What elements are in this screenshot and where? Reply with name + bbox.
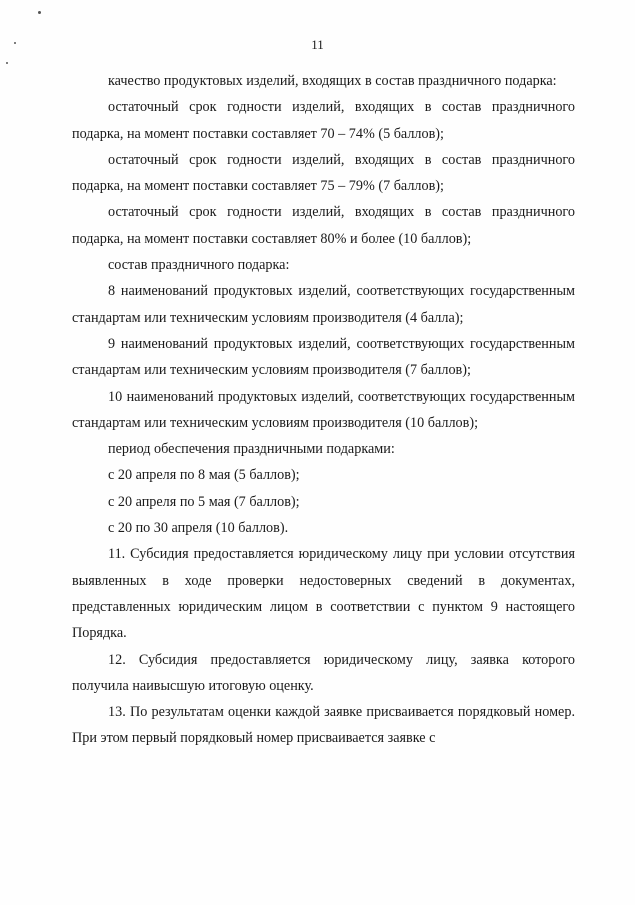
paragraph: 12. Субсидия предоставляется юридическому лицу, заявка которого получила наивысшую итоговую оценку. bbox=[72, 651, 575, 694]
document-body bbox=[72, 68, 575, 752]
paragraph: 11. Субсидия предоставляется юридическому лицу при условии отсутствия выявленных в ходе проверки недостоверных сведений в документах, представленных юридическим лицом в соответствии с пунктом 9 настоящего Порядка. bbox=[72, 546, 575, 642]
paragraph: 13. По результатам оценки каждой заявке присваивается порядковый номер. При этом первый порядковый номер присваивается заявке с bbox=[72, 704, 575, 747]
paragraph: период обеспечения праздничными подарками: bbox=[108, 441, 395, 458]
paragraph: 10 наименований продуктовых изделий, соответствующих государственным стандартам или техническим условиям производителя (10 баллов); bbox=[72, 388, 575, 431]
page-number: 11 bbox=[311, 37, 324, 52]
paragraph: остаточный срок годности изделий, входящих в состав праздничного подарка, на момент поставки составляет 75 – 79% (7 баллов); bbox=[72, 151, 575, 195]
scan-speck bbox=[38, 11, 41, 14]
paragraph: качество продуктовых изделий, входящих в состав праздничного подарка: bbox=[108, 73, 557, 89]
paragraph: с 20 апреля по 8 мая (5 баллов); bbox=[108, 467, 300, 484]
paragraph: 8 наименований продуктовых изделий, соответствующих государственным стандартам или техническим условиям производителя (4 балла); bbox=[72, 283, 575, 326]
paragraph: с 20 по 30 апреля (10 баллов). bbox=[108, 520, 289, 537]
paragraph: остаточный срок годности изделий, входящих в состав праздничного подарка, на момент поставки составляет 70 – 74% (5 баллов); bbox=[72, 99, 575, 142]
paragraph: состав праздничного подарка: bbox=[108, 257, 290, 274]
paragraph: остаточный срок годности изделий, входящих в состав праздничного подарка, на момент поставки составляет 80% и более (10 баллов); bbox=[72, 204, 575, 247]
paragraph: с 20 апреля по 5 мая (7 баллов); bbox=[108, 493, 300, 510]
paragraph: 9 наименований продуктовых изделий, соответствующих государственным стандартам или техническим условиям производителя (7 баллов); bbox=[72, 335, 575, 379]
scan-speck bbox=[6, 62, 8, 64]
